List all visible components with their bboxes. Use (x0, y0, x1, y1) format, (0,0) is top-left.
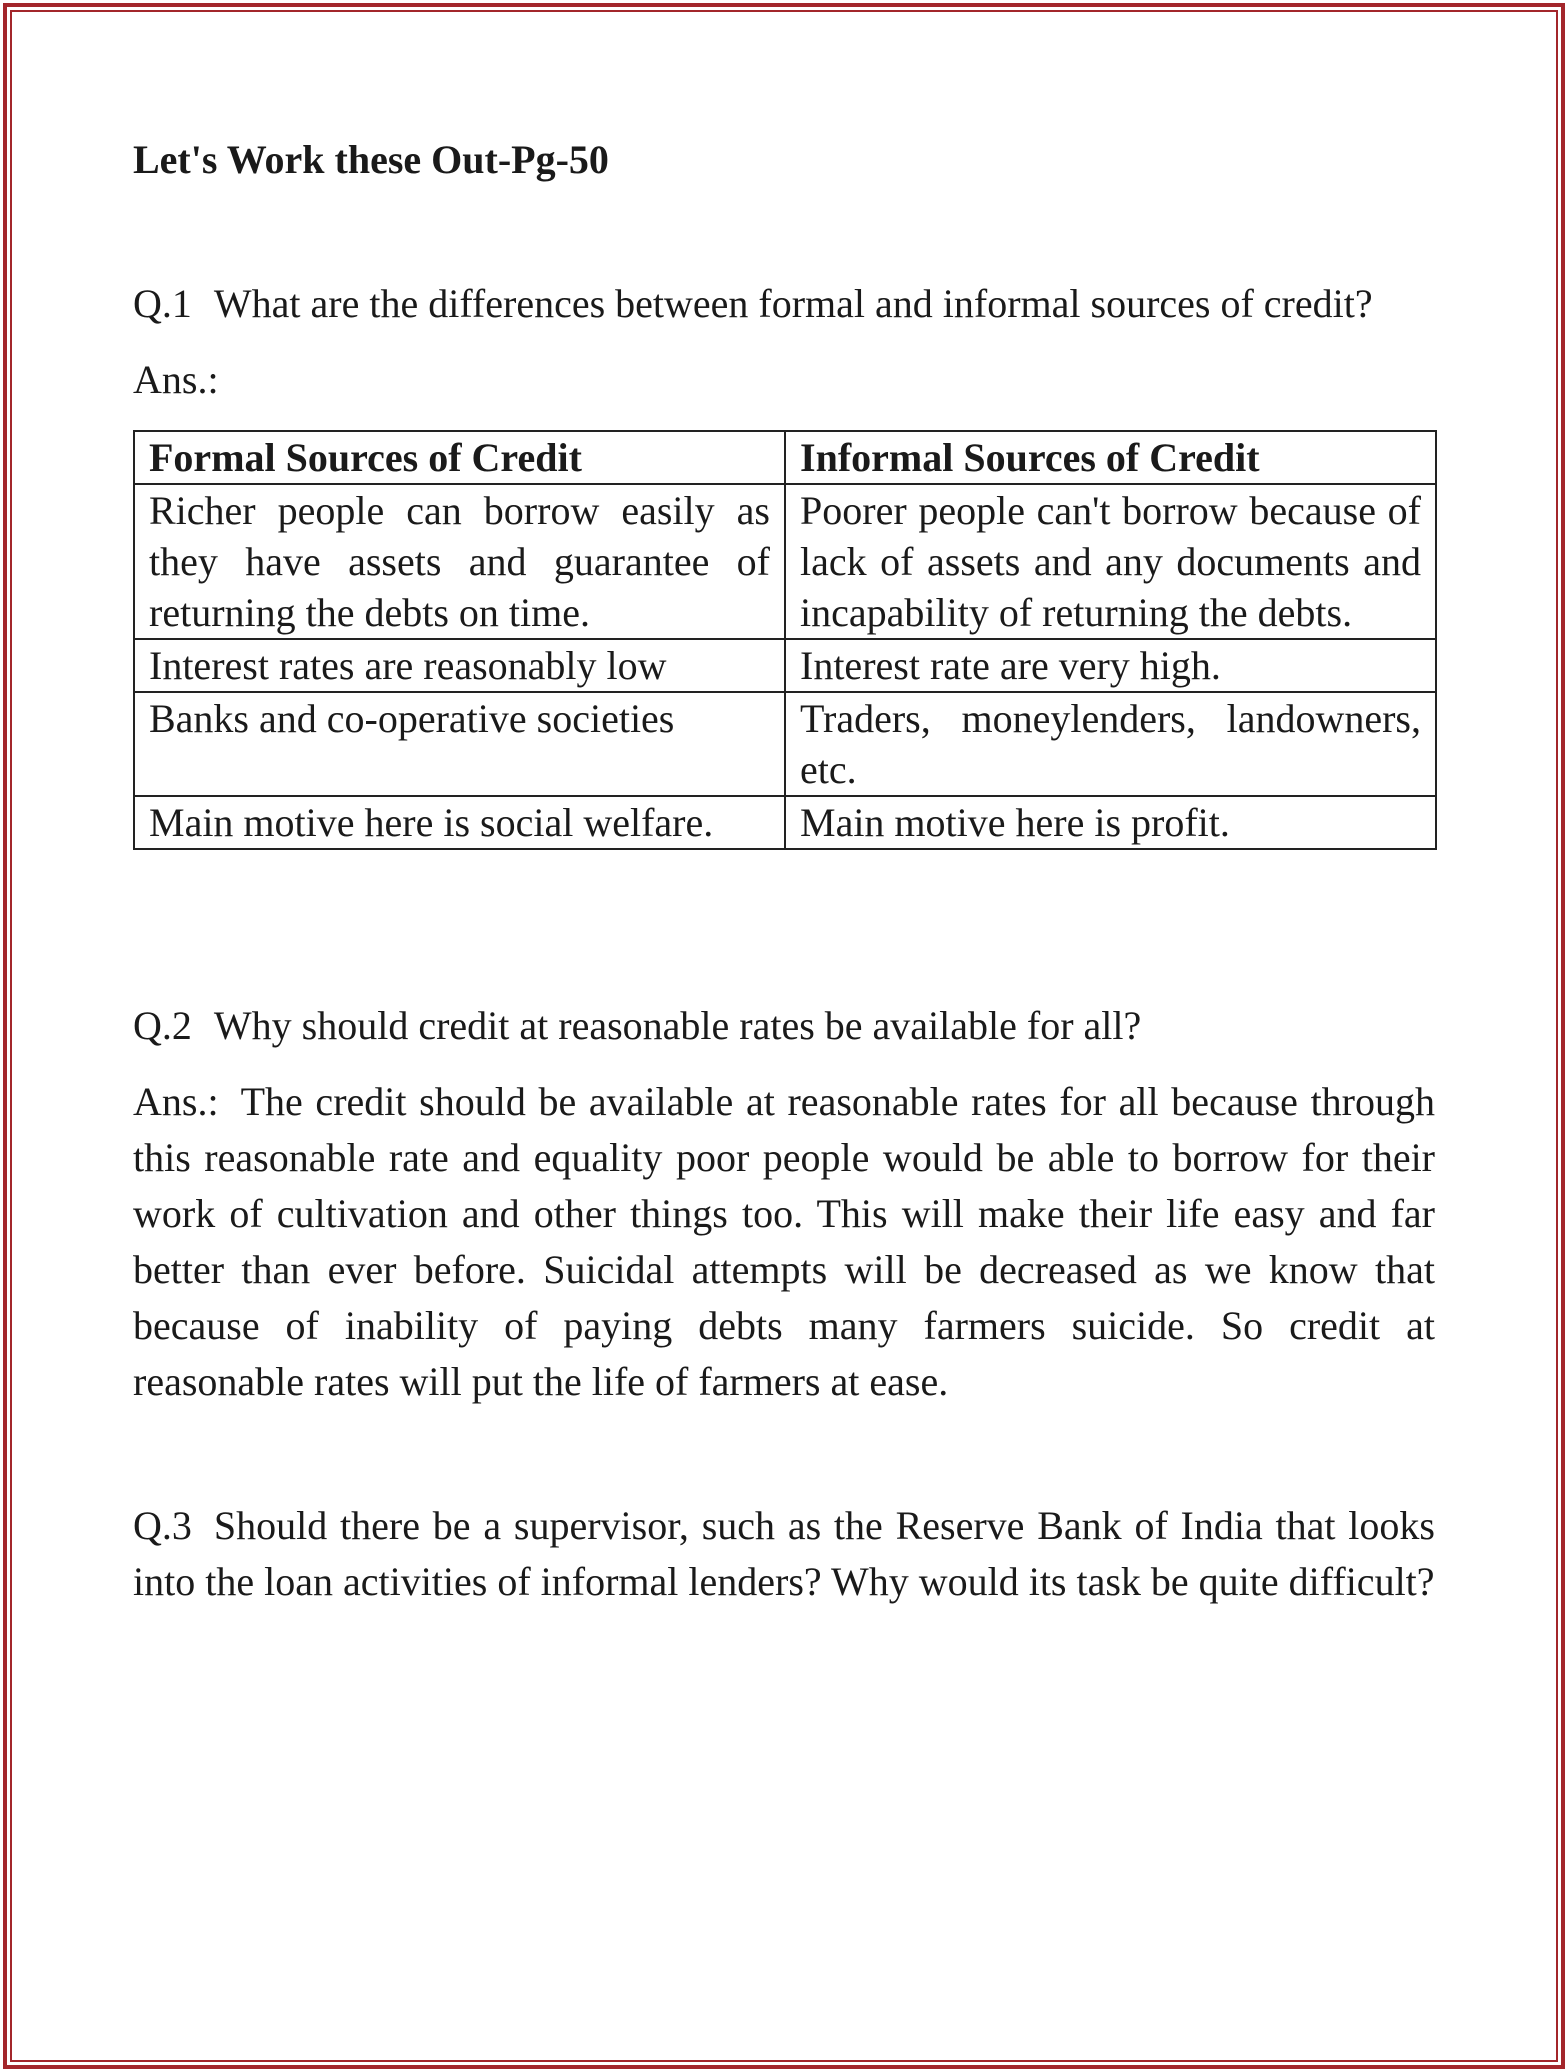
question-2 (133, 998, 1435, 1054)
page-content (133, 130, 1435, 1610)
table-cell-formal: Richer people can borrow easily as they have assets and guarantee of returning the debts on time. (134, 484, 785, 639)
table-header-informal: Informal Sources of Credit (785, 431, 1436, 484)
question-3 (133, 1498, 1435, 1610)
question-1-number: Q.1 (133, 281, 192, 326)
answer-1-label: Ans.: (133, 357, 219, 402)
answer-2 (133, 1074, 1435, 1410)
question-3-number: Q.3 (133, 1503, 192, 1548)
table-cell-formal: Main motive here is social welfare. (134, 796, 785, 849)
question-1 (133, 276, 1435, 332)
table-row (134, 639, 1436, 692)
table-cell-formal: Interest rates are reasonably low (134, 639, 785, 692)
question-2-text: Why should credit at reasonable rates be available for all? (213, 1003, 1142, 1048)
table-row (134, 692, 1436, 796)
table-cell-informal: Traders, moneylenders, landowners, etc. (785, 692, 1436, 796)
question-3-text: Should there be a supervisor, such as the Reserve Bank of India that looks into the loan activities of informal lenders? Why would its task be quite difficult? (133, 1503, 1435, 1604)
table-cell-informal: Poorer people can't borrow because of lack of assets and any documents and incapability of returning the debts. (785, 484, 1436, 639)
table-cell-informal: Interest rate are very high. (785, 639, 1436, 692)
page-heading: Let's Work these Out-Pg-50 (133, 137, 609, 182)
table-cell-formal: Banks and co-operative societies (134, 692, 785, 796)
table-header-formal: Formal Sources of Credit (134, 431, 785, 484)
table-row (134, 484, 1436, 639)
credit-sources-table (133, 430, 1437, 850)
table-cell-informal: Main motive here is profit. (785, 796, 1436, 849)
answer-2-label: Ans.: (133, 1079, 219, 1124)
table-header-row (134, 431, 1436, 484)
question-1-text: What are the differences between formal and informal sources of credit? (213, 281, 1373, 326)
table-row (134, 796, 1436, 849)
question-2-number: Q.2 (133, 1003, 192, 1048)
answer-2-text: The credit should be available at reasonable rates for all because through this reasonable rate and equality poor people would be able to borrow for their work of cultivation and other things too. This will make their life easy and far better than ever before. Suicidal attempts will be decreased as we know that because of inability of paying debts many farmers suicide. So credit at reasonable rates will put the life of farmers at ease. (133, 1079, 1435, 1404)
